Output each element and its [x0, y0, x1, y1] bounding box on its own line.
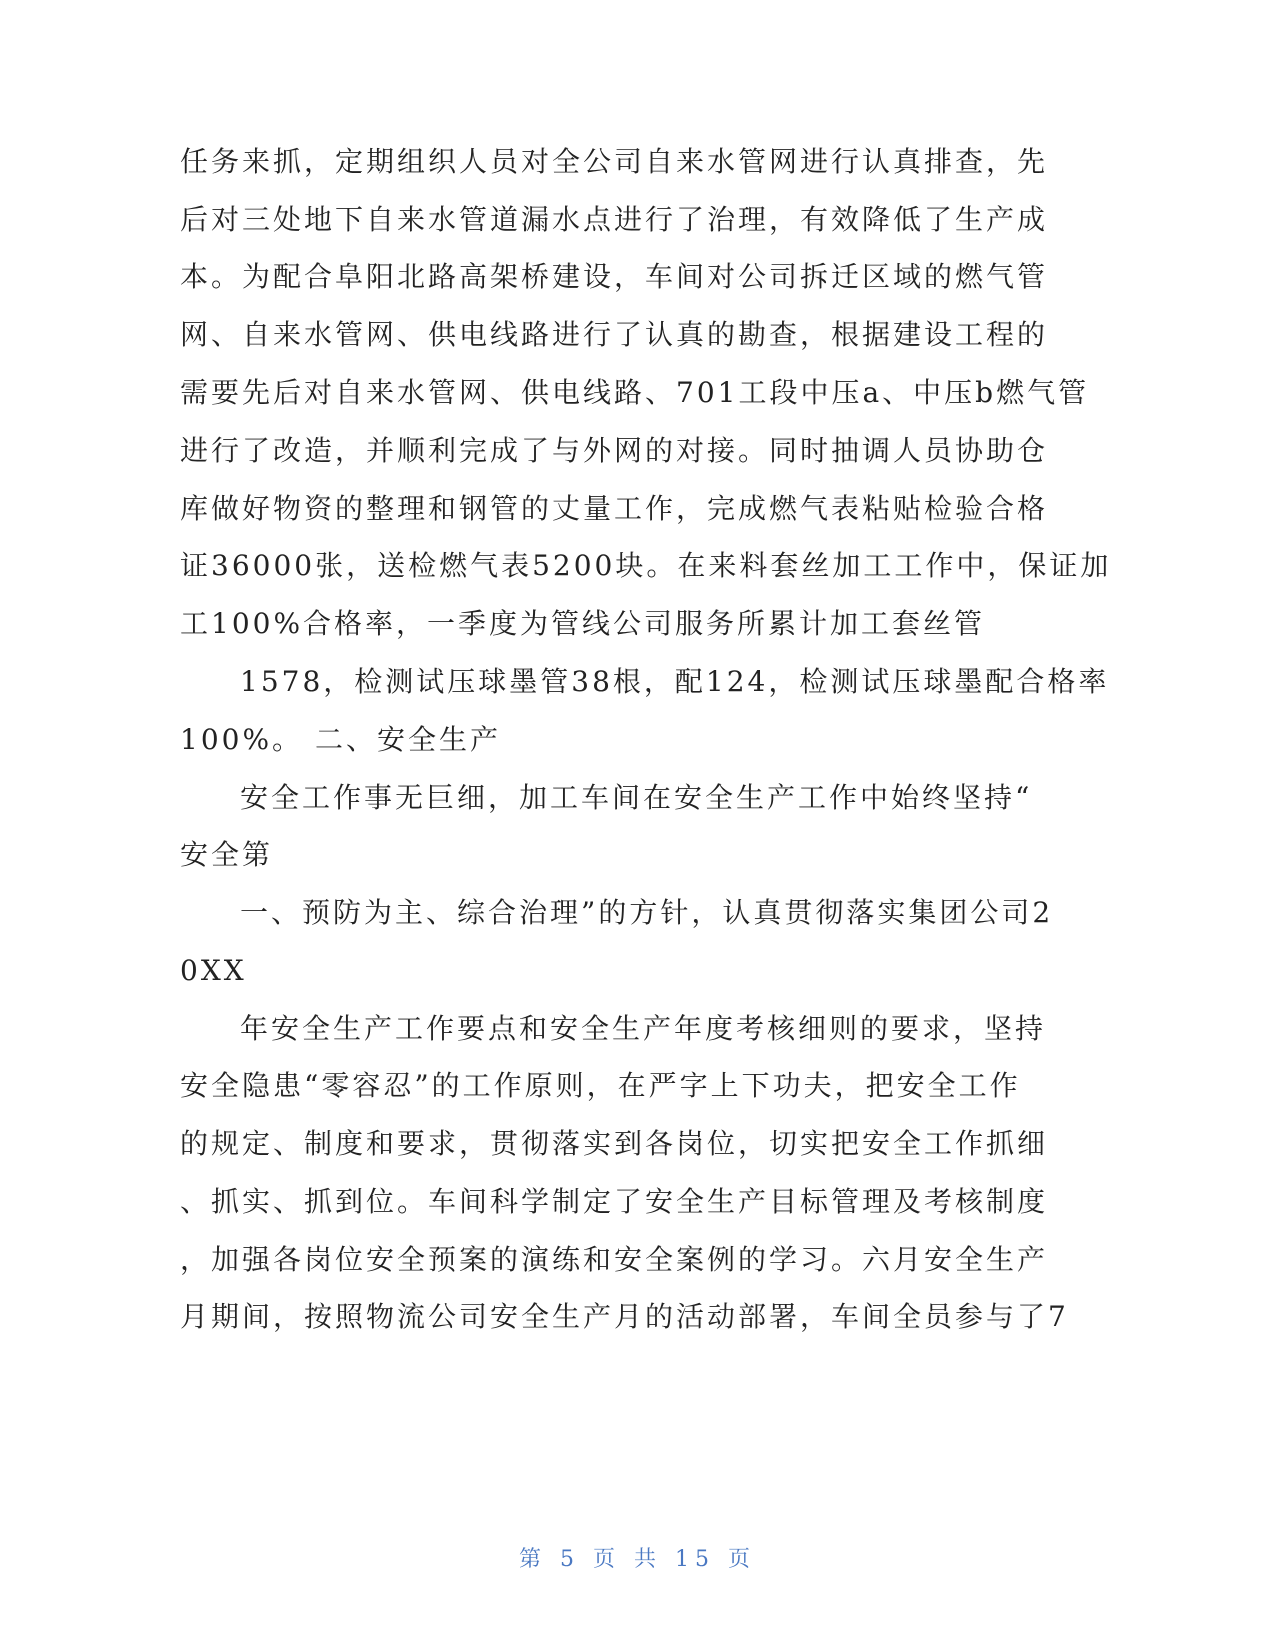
- body-text-line: 安全工作事无巨细，加工车间在安全生产工作中始终坚持“: [240, 781, 1033, 814]
- body-text-line: 需要先后对自来水管网、供电线路、701工段中压a、中压b燃气管: [180, 376, 1090, 409]
- body-text-line: 安全隐患“零容忍”的工作原则，在严字上下功夫，把安全工作: [180, 1069, 1021, 1102]
- body-text-line: 库做好物资的整理和钢管的丈量工作，完成燃气表粘贴检验合格: [180, 492, 1049, 525]
- body-text-line: 1578，检测试压球墨管38根，配124，检测试压球墨配合格率: [240, 665, 1110, 698]
- section-heading-line: 100%。 二、安全生产: [180, 723, 501, 756]
- body-text-line: 的规定、制度和要求，贯彻落实到各岗位，切实把安全工作抓细: [180, 1127, 1049, 1160]
- body-text-line: 、抓实、抓到位。车间科学制定了安全生产目标管理及考核制度: [180, 1185, 1049, 1218]
- body-text-line: 0XX: [180, 954, 247, 987]
- body-text-line: 月期间，按照物流公司安全生产月的活动部署，车间全员参与了7: [180, 1300, 1069, 1333]
- body-text-line: 本。为配合阜阳北路高架桥建设，车间对公司拆迁区域的燃气管: [180, 260, 1049, 293]
- body-text-line: ，加强各岗位安全预案的演练和安全案例的学习。六月安全生产: [180, 1243, 1049, 1276]
- body-text-line: 进行了改造，并顺利完成了与外网的对接。同时抽调人员协助仓: [180, 434, 1049, 467]
- body-text-line: 一、预防为主、综合治理”的方针，认真贯彻落实集团公司2: [240, 896, 1054, 929]
- body-text-line: 年安全生产工作要点和安全生产年度考核细则的要求，坚持: [240, 1012, 1047, 1045]
- body-text-line: 网、自来水管网、供电线路进行了认真的勘查，根据建设工程的: [180, 318, 1049, 351]
- body-text-line: 后对三处地下自来水管道漏水点进行了治理，有效降低了生产成: [180, 203, 1049, 236]
- body-text-line: 工100%合格率，一季度为管线公司服务所累计加工套丝管: [180, 607, 986, 640]
- body-text-line: 任务来抓，定期组织人员对全公司自来水管网进行认真排查，先: [180, 145, 1049, 178]
- page-number-footer: 第 5 页 共 15 页: [519, 1547, 756, 1572]
- body-text-line: 安全第: [180, 838, 274, 871]
- body-text-line: 证36000张，送检燃气表5200块。在来料套丝加工工作中，保证加: [180, 549, 1112, 582]
